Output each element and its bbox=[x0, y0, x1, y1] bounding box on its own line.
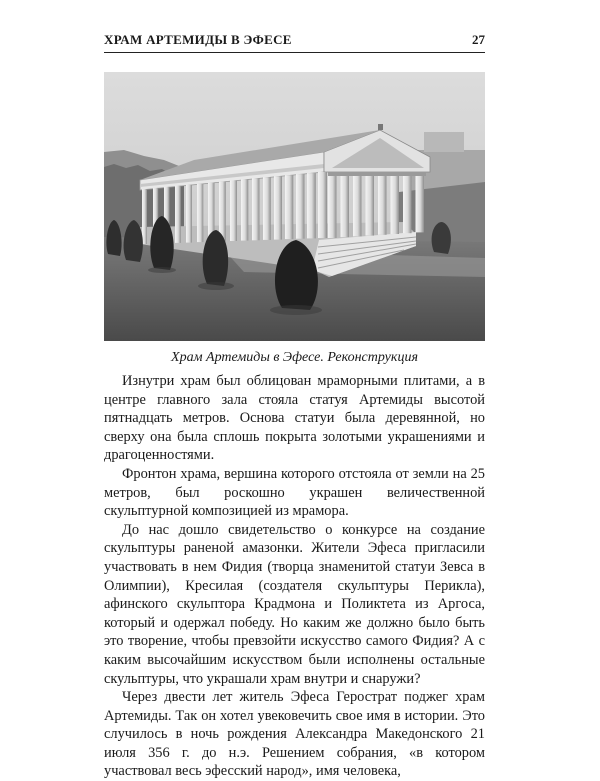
column bbox=[318, 172, 327, 238]
running-header bbox=[104, 30, 485, 53]
column bbox=[252, 178, 260, 240]
column bbox=[353, 172, 362, 236]
column bbox=[241, 179, 248, 240]
page-number: 27 bbox=[472, 32, 485, 47]
column bbox=[328, 172, 337, 238]
column bbox=[366, 172, 375, 236]
column bbox=[285, 175, 293, 239]
paragraph-3: До нас дошло свидетельство о конкурсе на создание скульптуры раненой амазонки. Жители Эфеса пригласили участвовать в нем Фидия (творца знаменитой статуи Зевса в Олимпии), Кресилая (создателя скульптуры Перикла), афинского скульптора Крадмона и Поликтета из Аргоса, который и одержал победу. Но каким же должно было быть это творение, чтобы превзойти искусство самого Фидия? А с каким высочайшим искусством были исполнены остальные скульптуры, что украшали храм внутри и снаружи? bbox=[104, 521, 485, 687]
column bbox=[378, 172, 387, 235]
paragraph-1: Изнутри храм был облицован мраморными плитами, а в центре главного зала стояла статуя Артемиды высотой пятнадцать метров. Основа статуи была деревянной, но сверху она была сплошь покрыта золотыми украшениями и драгоценностями. bbox=[104, 373, 485, 464]
column bbox=[341, 172, 350, 237]
column bbox=[403, 172, 412, 233]
distant-billboard bbox=[424, 132, 464, 152]
column bbox=[186, 185, 192, 243]
column bbox=[263, 177, 271, 240]
column bbox=[219, 182, 226, 242]
column bbox=[307, 173, 316, 238]
body-text bbox=[104, 372, 485, 781]
column bbox=[296, 174, 305, 239]
temple-reconstruction-photo bbox=[104, 72, 485, 341]
running-title: ХРАМ АРТЕМИДЫ В ЭФЕСЕ bbox=[104, 32, 292, 47]
column bbox=[197, 184, 203, 242]
column bbox=[416, 172, 425, 232]
figure-caption: Храм Артемиды в Эфесе. Реконструкция bbox=[171, 350, 418, 365]
column bbox=[230, 181, 237, 242]
column bbox=[175, 186, 181, 243]
paragraph-4: Через двести лет житель Эфеса Герострат поджег храм Артемиды. Так он хотел увековечить свое имя в истории. Это случилось в ночь рождения Александра Македонского 21 июля 356 г. до н.э. Решением собрания, «в котором участвовал весь эфесский народ», имя человека, bbox=[104, 689, 485, 780]
column bbox=[274, 176, 282, 239]
front-architrave-shadow bbox=[328, 172, 426, 176]
acroterion bbox=[378, 124, 383, 130]
paragraph-2: Фронтон храма, вершина которого отстояла от земли на 25 метров, был роскошно украшен величественной скульптурной композицией из мрамора. bbox=[104, 465, 485, 520]
column bbox=[142, 189, 147, 244]
column bbox=[391, 172, 400, 234]
temple-illustration bbox=[104, 72, 485, 341]
